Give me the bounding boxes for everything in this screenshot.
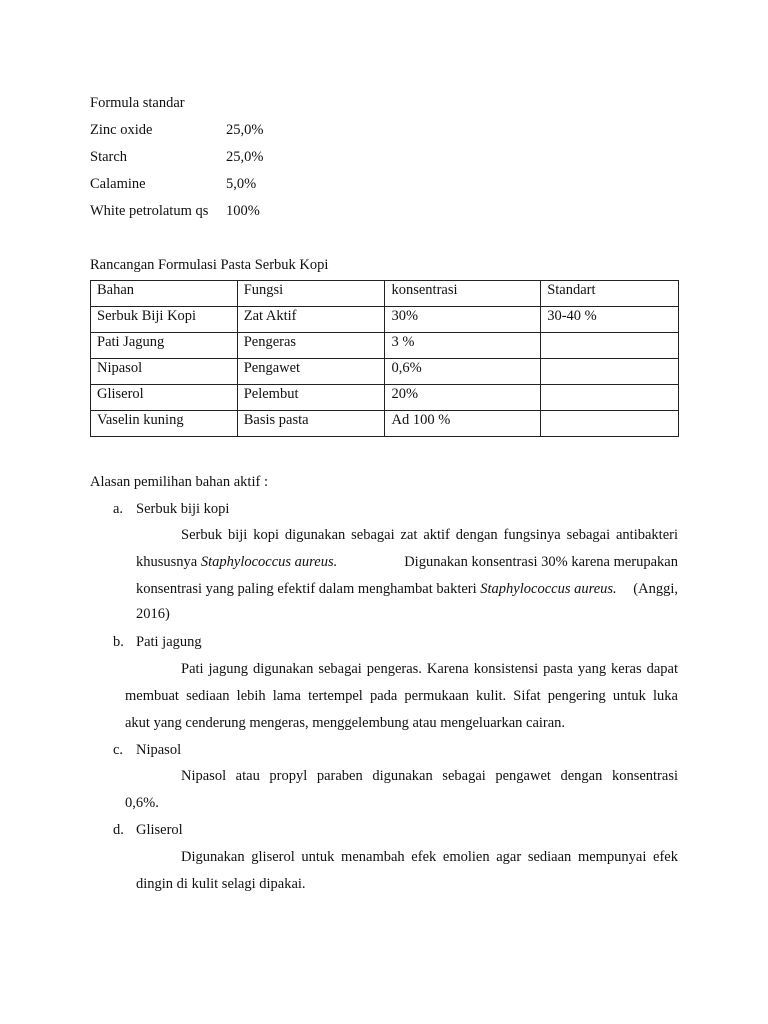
table-cell: [541, 359, 679, 385]
table-cell: 30-40 %: [541, 307, 679, 333]
list-marker: b.: [113, 634, 124, 650]
formula-item-name: Calamine: [90, 176, 146, 192]
alasan-title: Alasan pemilihan bahan aktif :: [90, 474, 268, 490]
paragraph-line: Digunakan gliserol untuk menambah efek emolien agar sediaan mempunyai efek: [181, 849, 678, 865]
paragraph-line: membuat sediaan lebih lama tertempel pada permukaan kulit. Sifat pengering untuk luka: [125, 688, 678, 704]
table-row: [91, 333, 679, 359]
table-row: [91, 385, 679, 411]
table-cell: Pati Jagung: [91, 333, 238, 359]
table-cell: Pelembut: [237, 385, 385, 411]
table-cell: Pengeras: [237, 333, 385, 359]
italic-term: Staphylococcus aureus.: [480, 581, 617, 597]
table-cell: [541, 411, 679, 437]
table-cell: Pengawet: [237, 359, 385, 385]
paragraph-line: 0,6%.: [125, 795, 159, 811]
table-cell: Basis pasta: [237, 411, 385, 437]
table-cell: Ad 100 %: [385, 411, 541, 437]
text-span: [136, 549, 337, 576]
formula-item-value: 25,0%: [226, 122, 264, 138]
list-marker: d.: [113, 822, 124, 838]
list-marker: a.: [113, 501, 124, 517]
text-span: Digunakan konsentrasi 30% karena merupakan: [404, 554, 678, 570]
paragraph-line: Serbuk biji kopi digunakan sebagai zat aktif dengan fungsinya sebagai antibakteri: [181, 527, 678, 543]
list-item-heading: Serbuk biji kopi: [136, 501, 230, 517]
table-cell: 0,6%: [385, 359, 541, 385]
formula-item-name: White petrolatum qs: [90, 203, 209, 219]
table-cell: Vaselin kuning: [91, 411, 238, 437]
table-cell: 3 %: [385, 333, 541, 359]
text-span: khususnya: [136, 554, 198, 570]
text-span: konsentrasi yang paling efektif dalam menghambat bakteri: [136, 581, 477, 597]
text-span: (Anggi,: [633, 581, 678, 597]
table-row: [91, 411, 679, 437]
table-cell: Nipasol: [91, 359, 238, 385]
table-cell: Gliserol: [91, 385, 238, 411]
formula-item-value: 5,0%: [226, 176, 257, 192]
table-row: [91, 307, 679, 333]
table-header-cell: Standart: [541, 281, 679, 307]
table-row: [91, 359, 679, 385]
table-cell: 30%: [385, 307, 541, 333]
paragraph-line: Pati jagung digunakan sebagai pengeras. Karena konsistensi pasta yang keras dapat: [181, 661, 678, 677]
list-item-heading: Nipasol: [136, 742, 182, 758]
table-cell: Zat Aktif: [237, 307, 385, 333]
formula-item-name: Zinc oxide: [90, 122, 153, 138]
formula-item-value: 100%: [226, 203, 260, 219]
paragraph-line: [136, 576, 678, 603]
table-header-cell: konsentrasi: [385, 281, 541, 307]
paragraph-line: dingin di kulit selagi dipakai.: [136, 876, 306, 892]
list-item-heading: Pati jagung: [136, 634, 202, 650]
table-header-cell: Fungsi: [237, 281, 385, 307]
paragraph-line: [136, 549, 678, 576]
table-cell: [541, 385, 679, 411]
table-cell: 20%: [385, 385, 541, 411]
table-cell: [541, 333, 679, 359]
paragraph-line: akut yang cenderung mengeras, menggelembung atau mengeluarkan cairan.: [125, 715, 566, 731]
paragraph-line: Nipasol atau propyl paraben digunakan sebagai pengawet dengan konsentrasi: [181, 768, 678, 784]
formula-item-value: 25,0%: [226, 149, 264, 165]
text-span: [136, 576, 617, 603]
list-item-heading: Gliserol: [136, 822, 183, 838]
rancangan-title: Rancangan Formulasi Pasta Serbuk Kopi: [90, 257, 329, 273]
paragraph-line: 2016): [136, 606, 170, 622]
rancangan-table: [90, 280, 679, 437]
italic-term: Staphylococcus aureus.: [200, 554, 338, 570]
list-marker: c.: [113, 742, 124, 758]
table-cell: Serbuk Biji Kopi: [91, 307, 238, 333]
table-header-row: [91, 281, 679, 307]
table-header-cell: Bahan: [91, 281, 238, 307]
formula-title: Formula standar: [90, 95, 185, 111]
formula-item-name: Starch: [90, 149, 128, 165]
